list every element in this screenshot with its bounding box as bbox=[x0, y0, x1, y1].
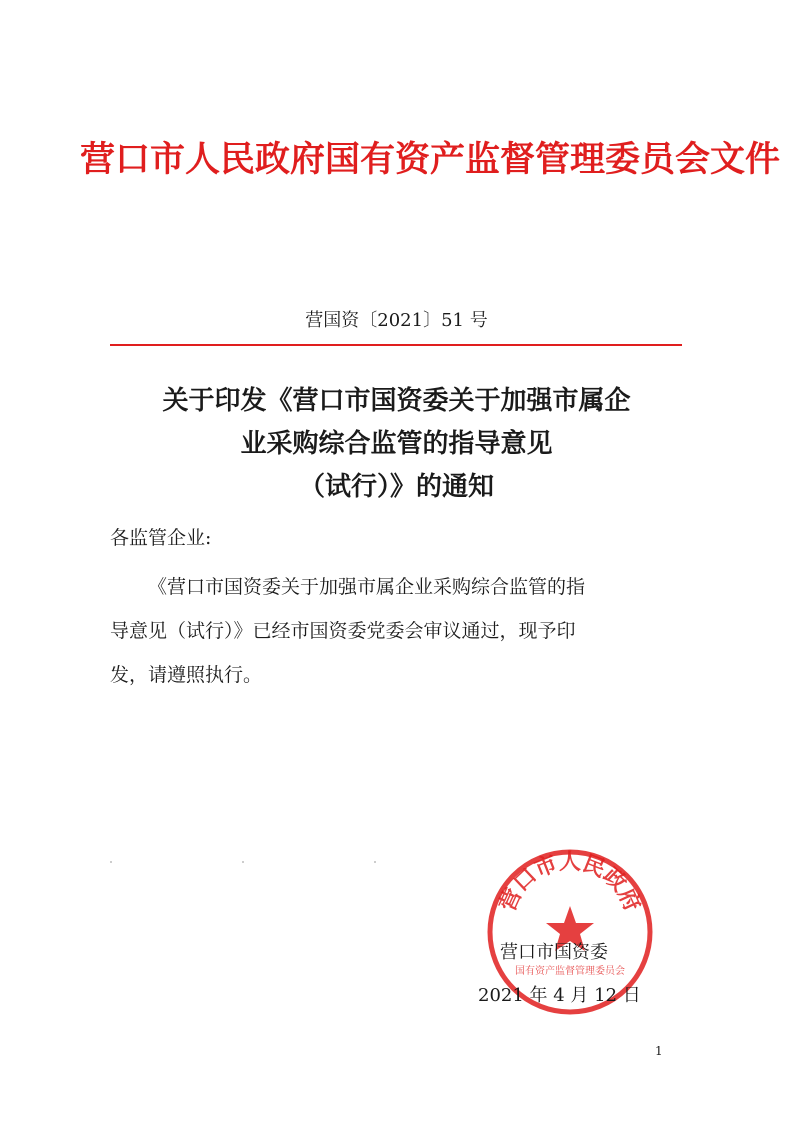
salutation: 各监管企业: bbox=[110, 527, 212, 549]
body-line-2: 导意见（试行）》已经市国资委党委会审议通过，现予印 bbox=[110, 620, 576, 642]
title-line-1: 关于印发《营口市国资委关于加强市属企 bbox=[162, 386, 631, 416]
scan-speck bbox=[110, 861, 112, 863]
body-line-3: 发，请遵照执行。 bbox=[110, 664, 263, 686]
scan-speck bbox=[374, 861, 376, 863]
svg-text:营口市人民政府: 营口市人民政府 bbox=[495, 849, 645, 916]
document-number: 营国资〔2021〕51 号 bbox=[305, 310, 488, 331]
scan-speck bbox=[242, 861, 244, 863]
signer-name: 营口市国资委 bbox=[500, 942, 608, 963]
title-line-3: （试行）》的通知 bbox=[298, 472, 494, 502]
title-line-2: 业采购综合监管的指导意见 bbox=[240, 429, 553, 459]
body-paragraph bbox=[110, 565, 690, 697]
masthead-title: 营口市人民政府国有资产监督管理委员会文件 bbox=[80, 140, 781, 180]
signing-date: 2021 年 4 月 12 日 bbox=[478, 985, 641, 1006]
body-line-1: 《营口市国资委关于加强市属企业采购综合监管的指 bbox=[148, 576, 586, 598]
notice-title bbox=[90, 380, 703, 509]
red-divider-line bbox=[110, 344, 682, 346]
svg-text:国有资产监督管理委员会: 国有资产监督管理委员会 bbox=[515, 966, 625, 977]
page-number: 1 bbox=[655, 1044, 663, 1058]
